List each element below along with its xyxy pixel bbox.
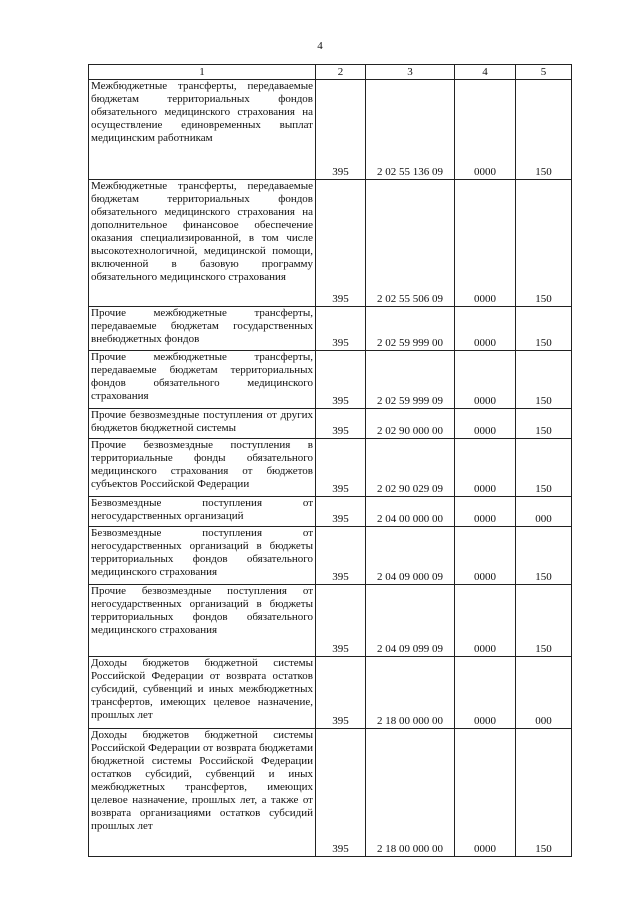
row-class-code: 150 [516,180,572,307]
row-admin-code: 395 [316,180,366,307]
row-income-code: 2 02 59 999 00 [366,307,455,351]
row-admin-code: 395 [316,497,366,527]
row-admin-code: 395 [316,409,366,439]
table-row [89,497,572,527]
row-admin-code: 395 [316,527,366,585]
row-income-code: 2 18 00 000 00 [366,657,455,729]
row-admin-code: 395 [316,657,366,729]
row-description: Прочие безвозмездные поступления от негосударственных организаций в бюджеты территориальных фондов обязательного медицинского страхования [89,585,316,657]
row-subtype-code: 0000 [455,657,516,729]
row-description: Межбюджетные трансферты, передаваемые бюджетам территориальных фондов обязательного медицинского страхования на осуществление единовременных выплат медицинским работникам [89,80,316,180]
row-admin-code: 395 [316,80,366,180]
table-row [89,80,572,180]
row-class-code: 150 [516,409,572,439]
table-row [89,585,572,657]
row-class-code: 150 [516,439,572,497]
row-income-code: 2 02 90 000 00 [366,409,455,439]
row-class-code: 150 [516,307,572,351]
row-description: Доходы бюджетов бюджетной системы Российской Федерации от возврата остатков субсидий, субвенций и иных межбюджетных трансфертов, имеющих целевое назначение, прошлых лет [89,657,316,729]
table-row [89,180,572,307]
row-description: Прочие безвозмездные поступления от других бюджетов бюджетной системы [89,409,316,439]
column-header-4: 4 [455,65,516,80]
row-class-code: 150 [516,585,572,657]
row-income-code: 2 04 09 099 09 [366,585,455,657]
row-income-code: 2 02 90 029 09 [366,439,455,497]
row-income-code: 2 02 55 136 09 [366,80,455,180]
row-admin-code: 395 [316,439,366,497]
table-row [89,439,572,497]
row-subtype-code: 0000 [455,307,516,351]
row-subtype-code: 0000 [455,527,516,585]
row-class-code: 150 [516,527,572,585]
row-income-code: 2 02 59 999 09 [366,351,455,409]
page-number: 4 [317,40,323,52]
column-header-5: 5 [516,65,572,80]
row-description: Безвозмездные поступления от негосударственных организаций [89,497,316,527]
row-admin-code: 395 [316,585,366,657]
table-row [89,527,572,585]
row-subtype-code: 0000 [455,497,516,527]
row-description: Доходы бюджетов бюджетной системы Российской Федерации от возврата бюджетами бюджетной системы Российской Федерации остатков субсидий, субвенций и иных межбюджетных трансфертов, имеющих целевое назначение, прошлых лет, а также от возврата организациями остатков субсидий прошлых лет [89,729,316,857]
row-class-code: 150 [516,351,572,409]
row-subtype-code: 0000 [455,585,516,657]
row-subtype-code: 0000 [455,351,516,409]
row-description: Прочие межбюджетные трансферты, передаваемые бюджетам государственных внебюджетных фондов [89,307,316,351]
row-income-code: 2 04 00 000 00 [366,497,455,527]
table-row [89,409,572,439]
row-class-code: 000 [516,657,572,729]
table-row [89,307,572,351]
row-description: Межбюджетные трансферты, передаваемые бюджетам территориальных фондов обязательного медицинского страхования на дополнительное финансовое обеспечение оказания специализированной, в том числе высокотехнологичной, медицинской помощи, включенной в базовую программу обязательного медицинского страхования [89,180,316,307]
row-subtype-code: 0000 [455,439,516,497]
row-class-code: 150 [516,729,572,857]
row-admin-code: 395 [316,307,366,351]
column-header-2: 2 [316,65,366,80]
row-subtype-code: 0000 [455,409,516,439]
row-class-code: 150 [516,80,572,180]
budget-codes-table [88,64,572,857]
header-row [89,65,572,80]
row-income-code: 2 02 55 506 09 [366,180,455,307]
row-subtype-code: 0000 [455,729,516,857]
row-description: Прочие межбюджетные трансферты, передаваемые бюджетам территориальных фондов обязательного медицинского страхования [89,351,316,409]
row-subtype-code: 0000 [455,180,516,307]
row-admin-code: 395 [316,351,366,409]
row-description: Безвозмездные поступления от негосударственных организаций в бюджеты территориальных фондов обязательного медицинского страхования [89,527,316,585]
row-description: Прочие безвозмездные поступления в территориальные фонды обязательного медицинского страхования от бюджетов субъектов Российской Федерации [89,439,316,497]
column-header-3: 3 [366,65,455,80]
row-class-code: 000 [516,497,572,527]
column-header-1: 1 [89,65,316,80]
row-subtype-code: 0000 [455,80,516,180]
row-income-code: 2 04 09 000 09 [366,527,455,585]
table-row [89,351,572,409]
row-income-code: 2 18 00 000 00 [366,729,455,857]
table-row [89,729,572,857]
table-row [89,657,572,729]
row-admin-code: 395 [316,729,366,857]
